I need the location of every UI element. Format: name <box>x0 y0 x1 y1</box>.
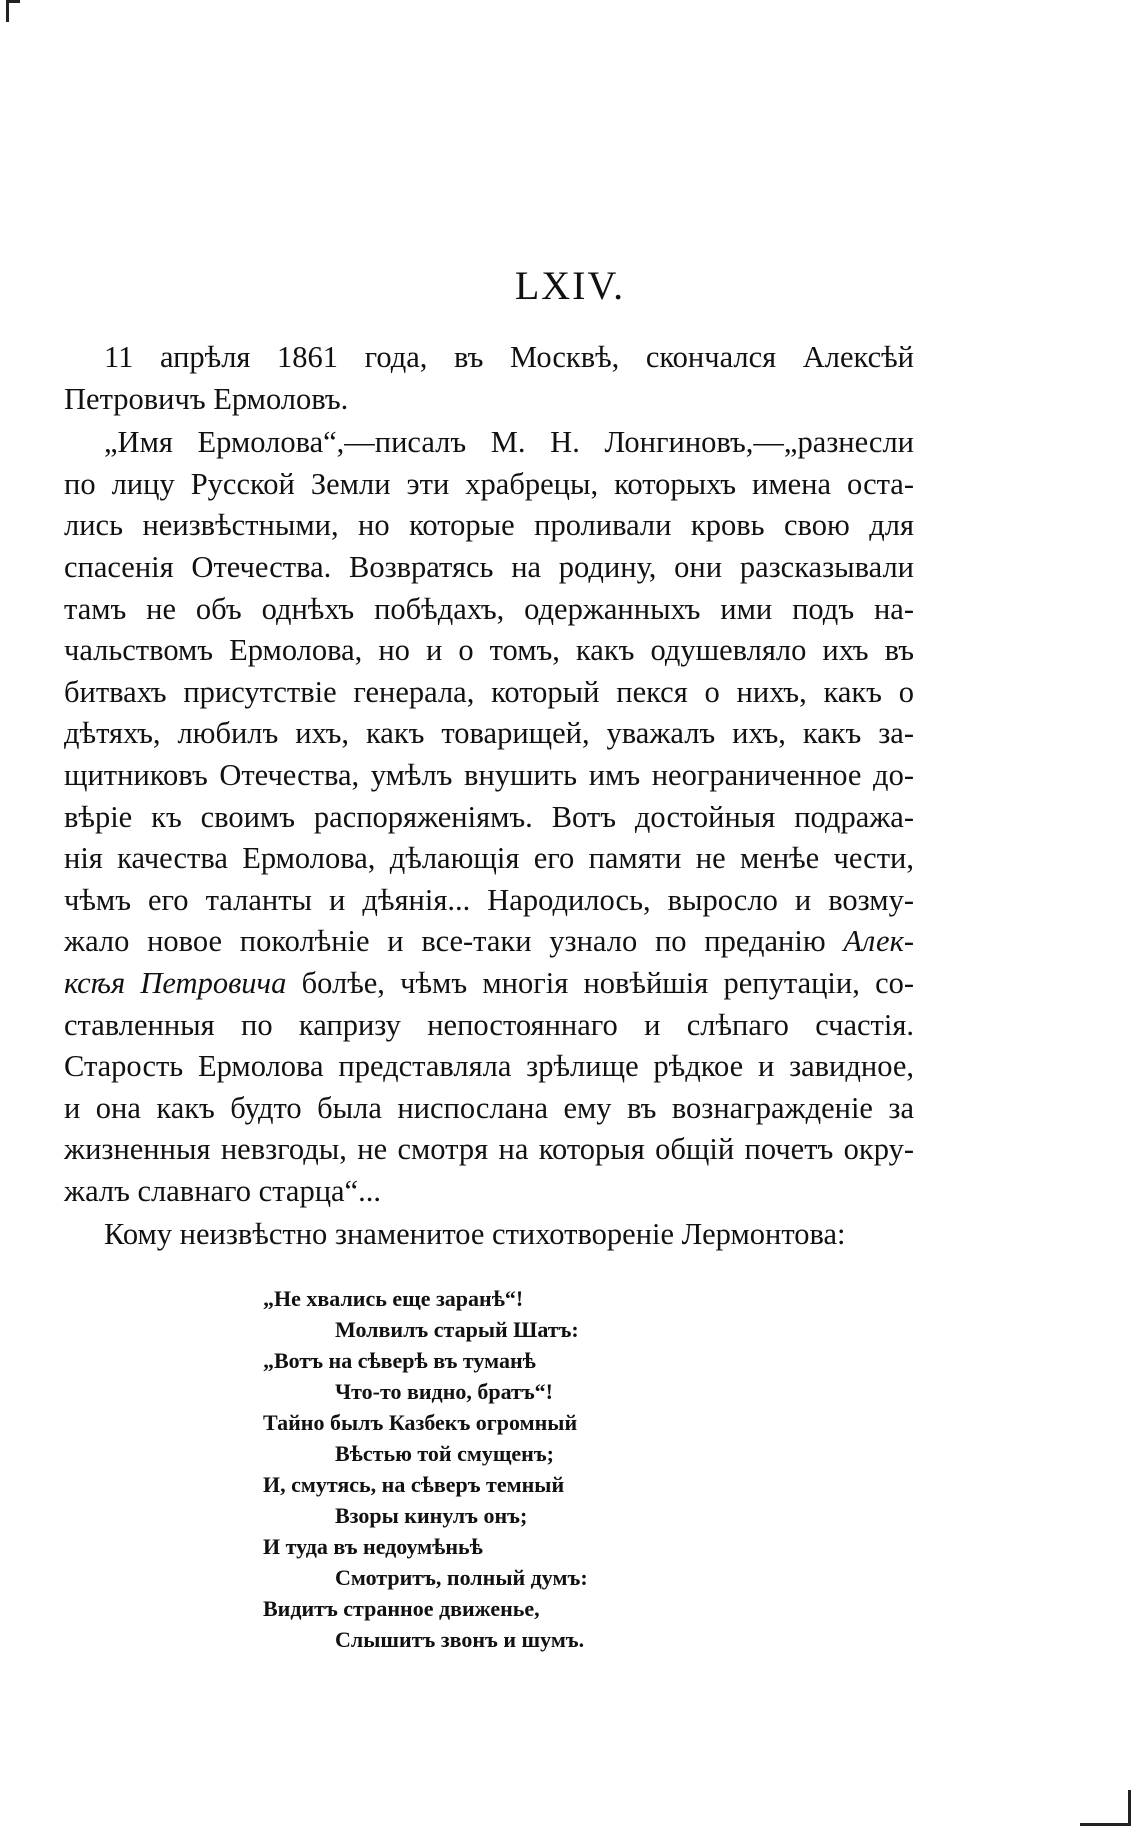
text-line: дѣтяхъ, любилъ ихъ, какъ товарищей, уважалъ ихъ, какъ за- <box>64 716 914 751</box>
text-line-mixed <box>64 921 914 963</box>
poem-line: Тайно былъ Казбекъ огромный <box>263 1410 578 1435</box>
poem-line: И, смутясь, на сѣверъ темный <box>263 1472 565 1497</box>
italic-fragment: ксѣя Петровича <box>64 965 287 1000</box>
text-line: „Имя Ермолова“,—писалъ М. Н. Лонгиновъ,—„разнесли <box>104 425 914 460</box>
poem-block <box>263 1283 588 1655</box>
scan-mark-bottom-right-tick <box>1080 1823 1130 1826</box>
body-text <box>64 337 914 1256</box>
text-line: чальствомъ Ермолова, но и о томъ, какъ одушевляло ихъ въ <box>64 633 914 668</box>
text-line: щитниковъ Отечества, умѣлъ внушить имъ неограниченное до- <box>64 757 914 792</box>
poem-line: Что-то видно, братъ“! <box>335 1379 553 1404</box>
text-line: Петровичъ Ермоловъ. <box>64 381 349 416</box>
poem-line: Молвилъ старый Шатъ: <box>335 1317 579 1342</box>
text-fragment: болѣе, чѣмъ многія новѣйшія репутаціи, со- <box>301 965 915 1000</box>
text-line: битвахъ присутствіе генерала, который пекся о нихъ, какъ о <box>64 674 914 709</box>
text-line: ставленныя по капризу непостояннаго и слѣпаго счастія. <box>64 1007 914 1042</box>
text-line: жалъ славнаго старца“... <box>64 1173 381 1208</box>
text-line: 11 апрѣля 1861 года, въ Москвѣ, скончался Алексѣй <box>104 340 914 374</box>
poem-line: Видитъ странное движенье, <box>263 1596 540 1621</box>
italic-fragment: Алек- <box>843 924 915 959</box>
text-line: Старость Ермолова представляла зрѣлище рѣдкое и завидное, <box>64 1049 914 1084</box>
poem-line: Взоры кинулъ онъ; <box>335 1503 528 1528</box>
text-line: Кому неизвѣстно знаменитое стихотвореніе Лермонтова: <box>104 1217 846 1252</box>
poem-line: Смотритъ, полный думъ: <box>335 1565 588 1590</box>
text-line: вѣріе къ своимъ распоряженіямъ. Вотъ достойныя подража- <box>64 799 914 834</box>
chapter-heading: LXIV. <box>514 263 626 308</box>
text-line-mixed <box>64 963 914 1005</box>
poem-line: „Не хвались еще заранѣ“! <box>263 1286 524 1311</box>
text-line: жизненныя невзгоды, не смотря на которыя общій почетъ окру- <box>64 1132 914 1167</box>
text-line: спасенія Отечества. Возвратясь на родину, они разсказывали <box>64 549 914 584</box>
poem-line: Вѣстью той смущенъ; <box>335 1441 555 1466</box>
scan-mark-top-left <box>6 0 9 22</box>
poem-line: И туда въ недоумѣньѣ <box>263 1534 483 1559</box>
scan-mark-bottom-right <box>1128 1790 1131 1826</box>
text-line: по лицу Русской Земли эти храбрецы, которыхъ имена оста- <box>64 466 914 501</box>
poem-line: „Вотъ на сѣверѣ въ туманѣ <box>263 1348 536 1373</box>
text-line: чѣмъ его таланты и дѣянія... Народилось, выросло и возму- <box>64 882 914 917</box>
text-fragment: жало новое поколѣніе и все-таки узнало по преданію <box>64 924 826 959</box>
poem-line: Слышитъ звонъ и шумъ. <box>335 1627 585 1652</box>
scan-mark-top-left-tick <box>6 0 20 3</box>
text-line: тамъ не объ однѣхъ побѣдахъ, одержанныхъ ими подъ на- <box>64 591 914 626</box>
text-line: и она какъ будто была ниспослана ему въ вознагражденіе за <box>64 1090 914 1125</box>
text-line: лись неизвѣстными, но которые проливали кровь свою для <box>64 508 914 543</box>
text-line: нія качества Ермолова, дѣлающія его памяти не менѣе чести, <box>64 841 914 876</box>
